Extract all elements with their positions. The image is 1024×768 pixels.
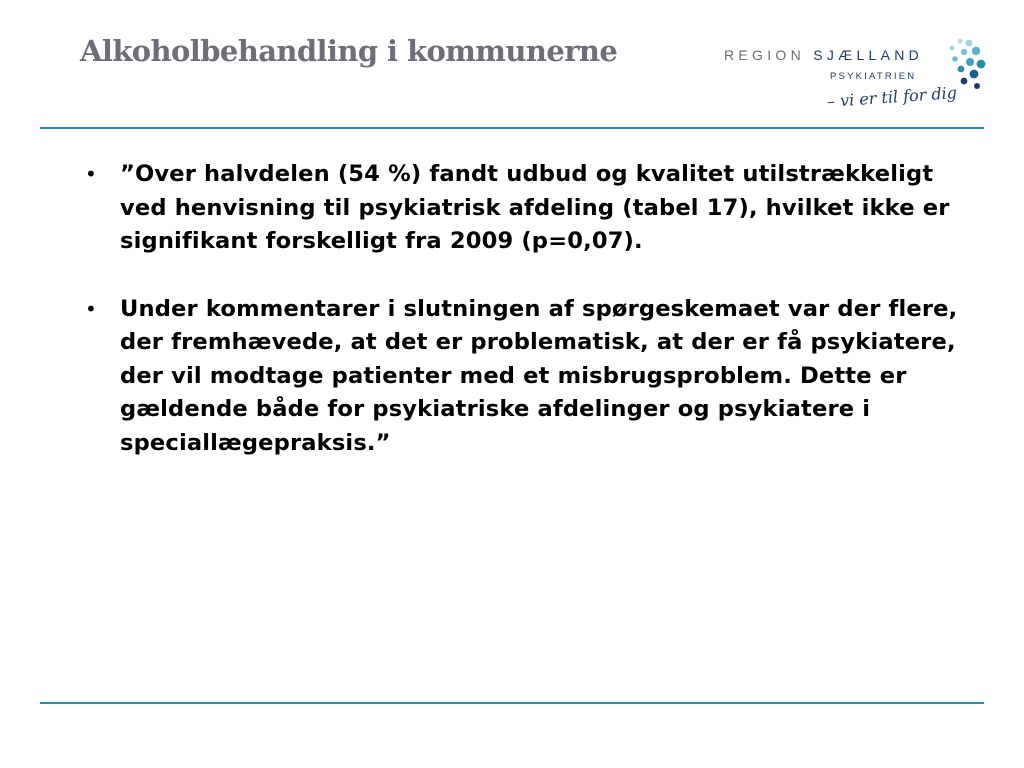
bullet-item [84,158,984,259]
logo-sjaelland-text: SJÆLLAND [813,47,924,63]
region-sjaelland-logo [720,36,990,128]
bullet-marker: • [85,162,97,186]
slide-title: Alkoholbehandling i kommunerne [80,34,618,68]
bullet-text: ”Over halvdelen (54 %) fandt udbud og kvalitet utilstrækkeligt ved henvisning til psykiatrisk afdeling (tabel 17), hvilket ikke er signifikant forskelligt fra 2009 (p=0,07). [120,161,950,254]
logo-wordmark [724,47,923,63]
top-divider [40,127,984,129]
bullet-list [84,158,984,460]
bullet-item [84,293,984,461]
logo-region-text: REGION [724,47,814,63]
logo-tagline: – vi er til for dig [826,82,958,111]
bullet-text: Under kommentarer i slutningen af spørgeskemaet var der flere, der fremhævede, at det er problematisk, at der er få psykiatere, der vil modtage patienter med et misbrugsproblem. Dette er gældende både for psykiatriske afdelinger og psykiatere i speciallægepraksis.” [120,295,958,456]
logo-subtitle: PSYKIATRIEN [830,71,917,82]
bottom-divider [40,702,984,704]
bullet-marker: • [85,296,97,321]
logo-dots-icon [940,36,990,98]
